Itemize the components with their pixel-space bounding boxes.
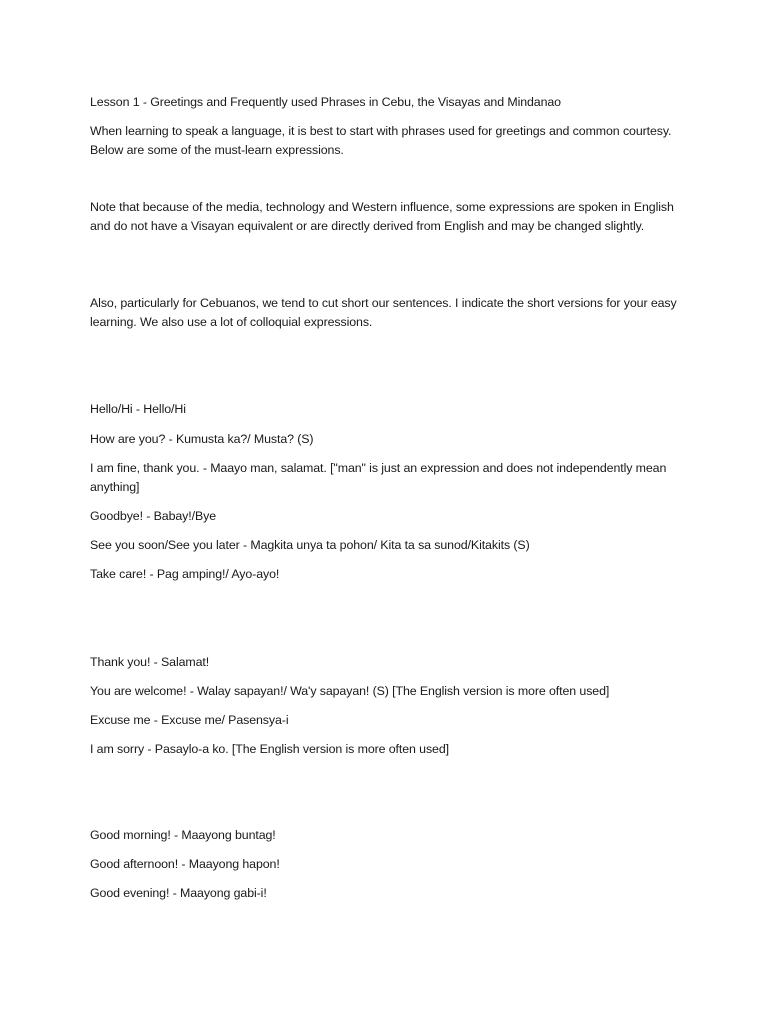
intro-paragraph: Note that because of the media, technology and Western influence, some expressions are spoken in English and do not have a Visayan equivalent or are directly derived from English and may be changed slightly. — [90, 200, 674, 233]
phrase-item: I am fine, thank you. - Maayo man, salamat. ["man" is just an expression and does not independently mean anything] — [90, 461, 667, 494]
phrase-item: I am sorry - Pasaylo-a ko. [The English version is more often used] — [90, 742, 449, 756]
intro-paragraph: When learning to speak a language, it is best to start with phrases used for greetings and common courtesy. Below are some of the must-learn expressions. — [90, 124, 672, 157]
intro-paragraph: Also, particularly for Cebuanos, we tend to cut short our sentences. I indicate the short versions for your easy learning. We also use a lot of colloquial expressions. — [90, 296, 677, 329]
document-page — [90, 0, 690, 1024]
phrase-item: Hello/Hi - Hello/Hi — [90, 402, 186, 416]
phrase-item: You are welcome! - Walay sapayan!/ Wa'y sapayan! (S) [The English version is more often used] — [90, 684, 610, 698]
phrase-item: Good afternoon! - Maayong hapon! — [90, 857, 280, 871]
phrase-item: See you soon/See you later - Magkita unya ta pohon/ Kita ta sa sunod/Kitakits (S) — [90, 538, 530, 552]
phrase-item: Good morning! - Maayong buntag! — [90, 828, 276, 842]
lesson-title: Lesson 1 - Greetings and Frequently used Phrases in Cebu, the Visayas and Mindanao — [90, 95, 561, 109]
phrase-item: Thank you! - Salamat! — [90, 655, 210, 669]
phrase-item: Take care! - Pag amping!/ Ayo-ayo! — [90, 567, 280, 581]
phrase-item: Goodbye! - Babay!/Bye — [90, 509, 217, 523]
phrase-item: Good evening! - Maayong gabi-i! — [90, 886, 267, 900]
phrase-item: How are you? - Kumusta ka?/ Musta? (S) — [90, 432, 314, 446]
phrase-item: Excuse me - Excuse me/ Pasensya-i — [90, 713, 289, 727]
